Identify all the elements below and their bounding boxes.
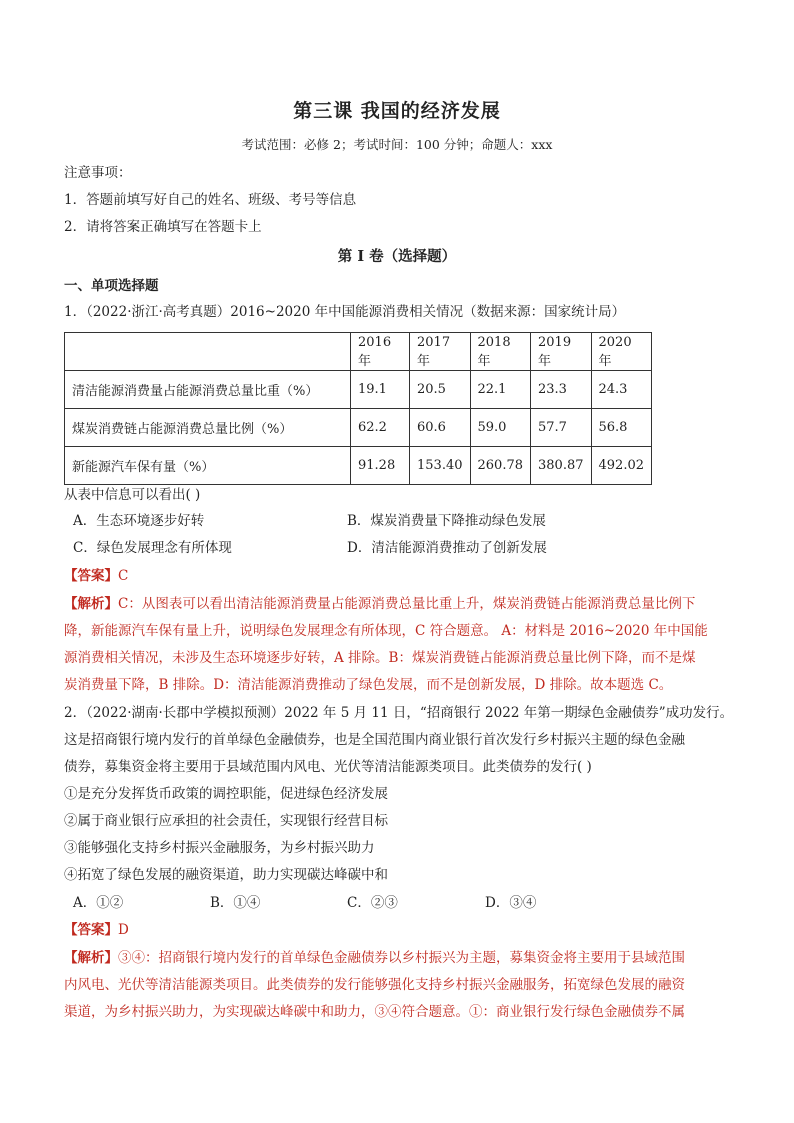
option-c[interactable]: C．②③ xyxy=(347,895,398,911)
note-item: 1．答题前填写好自己的姓名、班级、考号等信息 xyxy=(64,192,357,208)
answer-value: D xyxy=(118,922,129,938)
question-1-stem: 1．（2022·浙江·高考真题）2016~2020 年中国能源消费相关情况（数据来源：国家统计局） xyxy=(64,304,626,320)
analysis-line xyxy=(64,948,685,968)
statement-item: ③能够强化支持乡村振兴金融服务，为乡村振兴助力 xyxy=(64,840,375,856)
table-header-cell: 2020 年 xyxy=(591,333,652,371)
table-cell: 59.0 xyxy=(470,409,531,447)
question-1-prompt: 从表中信息可以看出( ) xyxy=(64,487,201,503)
analysis-label: 【解析】 xyxy=(64,596,118,612)
analysis-text: 渠道，为乡村振兴助力，为实现碳达峰碳中和助力，③④符合题意。①：商业银行发行绿色金融债券不属 xyxy=(64,1004,685,1020)
analysis-text: C：从图表可以看出清洁能源消费量占能源消费总量比重上升，煤炭消费链占能源消费总量比例下 xyxy=(118,596,696,612)
table-header-row xyxy=(65,333,652,371)
statement-item: ②属于商业银行应承担的社会责任，实现银行经营目标 xyxy=(64,813,388,829)
table-cell: 380.87 xyxy=(531,447,592,485)
answer-label: 【答案】 xyxy=(64,568,118,584)
table-row xyxy=(65,447,652,485)
analysis-text: 内风电、光伏等清洁能源类项目。此类债券的发行能够强化支持乡村振兴金融服务，拓宽绿色发展的融资 xyxy=(64,977,685,993)
analysis-text: ③④：招商银行境内发行的首单绿色金融债券以乡村振兴为主题，募集资金将主要用于县域范围 xyxy=(118,950,685,966)
question-2-stem: 这是招商银行境内发行的首单绿色金融债券，也是全国范围内商业银行首次发行乡村振兴主题的绿色金融 xyxy=(64,732,685,748)
table-row-label: 煤炭消费链占能源消费总量比例（%） xyxy=(65,409,351,447)
section-title: 第 I 卷（选择题） xyxy=(337,248,457,265)
part-title: 一、单项选择题 xyxy=(64,278,159,294)
table-row xyxy=(65,371,652,409)
table-cell: 23.3 xyxy=(531,371,592,409)
option-a[interactable]: A．生态环境逐步好转 xyxy=(73,513,205,529)
option-b[interactable]: B．①④ xyxy=(210,895,261,911)
table-header-cell: 2019 年 xyxy=(531,333,592,371)
answer-line xyxy=(64,920,129,940)
table-cell: 492.02 xyxy=(591,447,652,485)
statement-item: ④拓宽了绿色发展的融资渠道，助力实现碳达峰碳中和 xyxy=(64,867,388,883)
page-title: 第三课 我国的经济发展 xyxy=(293,100,501,122)
table-row-label: 新能源汽车保有量（%） xyxy=(65,447,351,485)
table-cell: 57.7 xyxy=(531,409,592,447)
table-cell: 62.2 xyxy=(351,409,410,447)
analysis-text: 源消费相关情况，未涉及生态环境逐步好转，A 排除。B：煤炭消费链占能源消费总量比例下降，而不是煤 xyxy=(64,650,696,666)
analysis-label: 【解析】 xyxy=(64,950,118,966)
exam-meta: 考试范围：必修 2；考试时间：100 分钟；命题人：xxx xyxy=(241,137,553,152)
notes-heading: 注意事项： xyxy=(64,165,132,181)
table-row xyxy=(65,409,652,447)
note-item: 2．请将答案正确填写在答题卡上 xyxy=(64,219,262,235)
option-d[interactable]: D．③④ xyxy=(485,895,537,911)
answer-line xyxy=(64,566,128,586)
option-c[interactable]: C．绿色发展理念有所体现 xyxy=(73,540,232,556)
option-b[interactable]: B．煤炭消费量下降推动绿色发展 xyxy=(347,513,546,529)
table-cell: 153.40 xyxy=(410,447,471,485)
statement-item: ①是充分发挥货币政策的调控职能，促进绿色经济发展 xyxy=(64,786,388,802)
analysis-text: 降，新能源汽车保有量上升，说明绿色发展理念有所体现，C 符合题意。 A：材料是 2016~2020 年中国能 xyxy=(64,623,708,639)
table-cell: 60.6 xyxy=(410,409,471,447)
analysis-text: 炭消费量下降，B 排除。D：清洁能源消费推动了绿色发展，而不是创新发展，D 排除。故本题选 C。 xyxy=(64,677,673,693)
option-d[interactable]: D．清洁能源消费推动了创新发展 xyxy=(347,540,547,556)
table-header-cell: 2018 年 xyxy=(470,333,531,371)
table-cell: 91.28 xyxy=(351,447,410,485)
energy-table xyxy=(64,332,652,485)
answer-value: C xyxy=(118,568,129,584)
table-cell: 260.78 xyxy=(470,447,531,485)
table-header-cell: 2017 年 xyxy=(410,333,471,371)
table-cell: 19.1 xyxy=(351,371,410,409)
table-row-label: 清洁能源消费量占能源消费总量比重（%） xyxy=(65,371,351,409)
answer-label: 【答案】 xyxy=(64,922,118,938)
table-header-cell: 2016 年 xyxy=(351,333,410,371)
table-cell: 56.8 xyxy=(591,409,652,447)
analysis-line xyxy=(64,594,695,614)
question-2-stem: 债券，募集资金将主要用于县域范围内风电、光伏等清洁能源类项目。此类债券的发行( ) xyxy=(64,759,592,775)
table-cell: 24.3 xyxy=(591,371,652,409)
table-cell: 20.5 xyxy=(410,371,471,409)
table-cell: 22.1 xyxy=(470,371,531,409)
table-header-cell xyxy=(65,333,351,371)
question-2-stem: 2．（2022·湖南·长郡中学模拟预测）2022 年 5 月 11 日，“招商银行 2022 年第一期绿色金融债券”成功发行。 xyxy=(64,705,734,721)
option-a[interactable]: A．①② xyxy=(73,895,124,911)
